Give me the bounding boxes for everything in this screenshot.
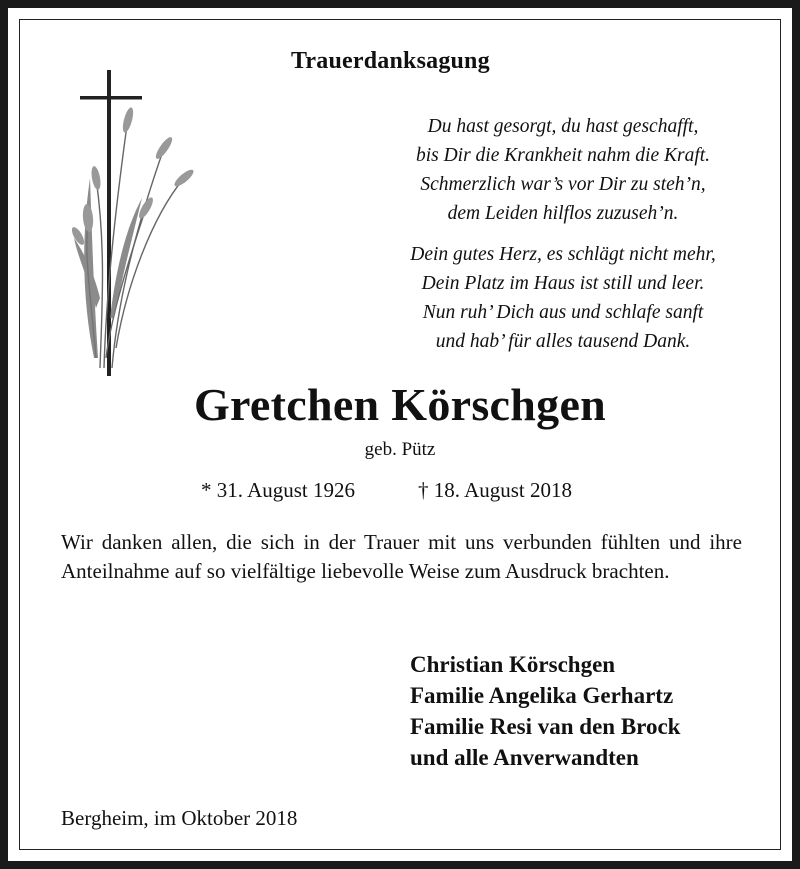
- signer-line: Christian Körschgen: [410, 652, 616, 677]
- poem-line: Dein gutes Herz, es schlägt nicht mehr,: [410, 244, 716, 265]
- place-date: Bergheim, im Oktober 2018: [61, 806, 298, 830]
- deceased-name: Gretchen Körschgen: [193, 379, 607, 430]
- poem-line: Nun ruh’ Dich aus und schlafe sanft: [422, 302, 704, 323]
- poem-stanza-1: [378, 112, 748, 228]
- poem-line: Schmerzlich war’s vor Dir zu steh’n,: [420, 174, 706, 195]
- poem-line: bis Dir die Krankheit nahm die Kraft.: [415, 145, 711, 166]
- poem-line: dem Leiden hilflos zuzuseh’n.: [447, 203, 679, 224]
- death-date: † 18. August 2018: [418, 478, 573, 502]
- signer-line: und alle Anverwandten: [410, 745, 639, 770]
- cross-wheat-icon: [66, 68, 206, 378]
- notice-card: [8, 8, 792, 861]
- signer-line: Familie Angelika Gerhartz: [410, 683, 674, 708]
- poem-stanza-2: [378, 240, 748, 356]
- poem-line: Dein Platz im Haus ist still und leer.: [421, 273, 705, 294]
- birth-date: * 31. August 1926: [201, 478, 356, 502]
- signers-block: [410, 649, 680, 773]
- signer-line: Familie Resi van den Brock: [410, 714, 681, 739]
- notice-heading: Trauerdanksagung: [291, 48, 490, 74]
- thanks-paragraph: Wir danken allen, die sich in der Trauer mit uns verbunden fühlten und ihre Anteilnahme auf so vielfältige liebevolle Weise zum Ausdruck brachten.: [61, 530, 742, 583]
- maiden-name: geb. Pütz: [364, 439, 436, 460]
- poem-line: Du hast gesorgt, du hast geschafft,: [427, 116, 699, 137]
- poem-line: und hab’ für alles tausend Dank.: [435, 331, 691, 352]
